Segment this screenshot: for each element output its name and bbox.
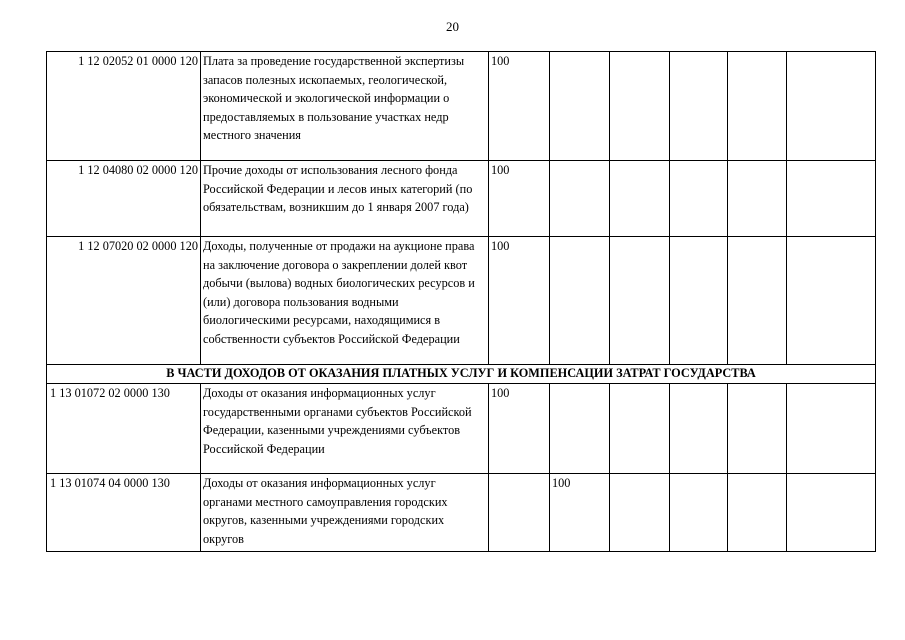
table-row: [47, 52, 876, 161]
revenue-distribution-table: [46, 51, 876, 552]
empty-cell: [728, 384, 787, 474]
revenue-code-cell: 1 12 02052 01 0000 120: [47, 52, 201, 161]
revenue-code-cell: 1 13 01074 04 0000 130: [47, 474, 201, 552]
value-cell: 100: [489, 161, 550, 237]
empty-cell: [728, 474, 787, 552]
value-cell: 100: [489, 384, 550, 474]
value-cell: 100: [489, 52, 550, 161]
empty-cell: [787, 52, 876, 161]
section-heading: В ЧАСТИ ДОХОДОВ ОТ ОКАЗАНИЯ ПЛАТНЫХ УСЛУГ И КОМПЕНСАЦИИ ЗАТРАТ ГОСУДАРСТВА: [47, 365, 876, 384]
empty-cell: [610, 52, 670, 161]
empty-cell: [670, 384, 728, 474]
revenue-name-cell: Плата за проведение государственной экспертизы запасов полезных ископаемых, геологической, экономической и экологической информации о предоставляемых в пользование участках недр местного значения: [201, 52, 489, 161]
empty-cell: [787, 474, 876, 552]
table-row: [47, 237, 876, 365]
table-row: [47, 474, 876, 552]
revenue-name-cell: Доходы, полученные от продажи на аукционе права на заключение договора о закреплении долей квот добычи (вылова) водных биологических ресурсов и (или) договора пользования водными биологическими ресурсами, находящимися в собственности субъектов Российской Федерации: [201, 237, 489, 365]
empty-cell: [787, 161, 876, 237]
empty-cell: [670, 161, 728, 237]
empty-cell: [728, 52, 787, 161]
empty-cell: [670, 52, 728, 161]
value-cell: [550, 384, 610, 474]
empty-cell: [787, 237, 876, 365]
table-row: [47, 161, 876, 237]
empty-cell: [670, 237, 728, 365]
revenue-name-cell: Доходы от оказания информационных услуг государственными органами субъектов Российской Федерации, казенными учреждениями субъектов Российской Федерации: [201, 384, 489, 474]
empty-cell: [610, 474, 670, 552]
page-number: 20: [446, 19, 459, 34]
empty-cell: [728, 161, 787, 237]
empty-cell: [728, 237, 787, 365]
value-cell: [550, 237, 610, 365]
empty-cell: [610, 384, 670, 474]
revenue-name-cell: Прочие доходы от использования лесного фонда Российской Федерации и лесов иных категорий (по обязательствам, возникшим до 1 января 2007 года): [201, 161, 489, 237]
empty-cell: [787, 384, 876, 474]
empty-cell: [610, 161, 670, 237]
value-cell: [489, 474, 550, 552]
revenue-code-cell: 1 12 04080 02 0000 120: [47, 161, 201, 237]
revenue-name-cell: Доходы от оказания информационных услуг органами местного самоуправления городских округов, казенными учреждениями городских округов: [201, 474, 489, 552]
revenue-code-cell: 1 13 01072 02 0000 130: [47, 384, 201, 474]
value-cell: 100: [489, 237, 550, 365]
empty-cell: [610, 237, 670, 365]
empty-cell: [670, 474, 728, 552]
value-cell: [550, 52, 610, 161]
value-cell: 100: [550, 474, 610, 552]
revenue-code-cell: 1 12 07020 02 0000 120: [47, 237, 201, 365]
table-row: [47, 384, 876, 474]
section-heading-row: [47, 365, 876, 384]
value-cell: [550, 161, 610, 237]
